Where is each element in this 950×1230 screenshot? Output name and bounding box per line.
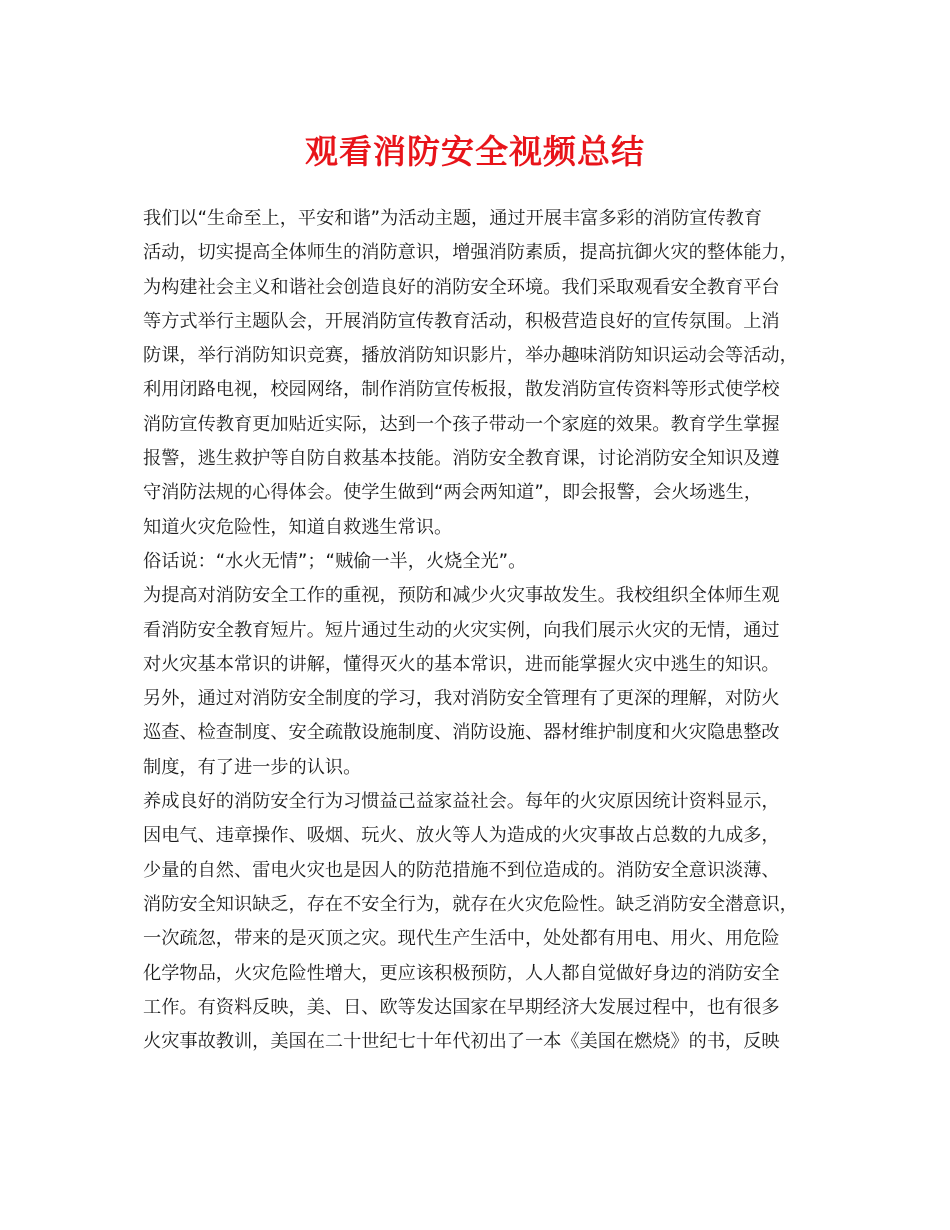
document-title: 观看消防安全视频总结 (305, 132, 645, 171)
text-line: 等方式举行主题队会，开展消防宣传教育活动，积极营造良好的宣传氛围。上消 (143, 310, 780, 332)
text-line: 俗话说：“水火无情”；“贼偷一半，火烧全光”。 (143, 550, 527, 572)
text-line: 另外，通过对消防安全制度的学习，我对消防安全管理有了更深的理解，对防火 (143, 688, 780, 710)
text-line: 利用闭路电视，校园网络，制作消防宣传板报，散发消防宣传资料等形式使学校 (143, 379, 780, 401)
text-line: 守消防法规的心得体会。使学生做到“两会两知道”，即会报警，会火场逃生， (143, 482, 763, 504)
text-line: 制度，有了进一步的认识。 (143, 756, 362, 778)
text-line: 消防安全知识缺乏，存在不安全行为，就存在火灾危险性。缺乏消防安全潜意识， (143, 893, 798, 915)
text-line: 一次疏忽，带来的是灭顶之灾。现代生产生活中，处处都有用电、用火、用危险 (143, 928, 780, 950)
document-body (143, 202, 815, 1059)
text-line: 工作。有资料反映，美、日、欧等发达国家在早期经济大发展过程中，也有很多 (143, 996, 780, 1018)
text-line: 火灾事故教训，美国在二十世纪七十年代初出了一本《美国在燃烧》的书，反映 (143, 1031, 780, 1053)
text-line: 为提高对消防安全工作的重视，预防和减少火灾事故发生。我校组织全体师生观 (143, 585, 780, 607)
text-line: 我们以“生命至上，平安和谐”为活动主题，通过开展丰富多彩的消防宣传教育 (143, 208, 763, 229)
text-line: 养成良好的消防安全行为习惯益己益家益社会。每年的火灾原因统计资料显示， (143, 791, 780, 813)
text-line: 对火灾基本常识的讲解，懂得灭火的基本常识，进而能掌握火灾中逃生的知识。 (143, 653, 780, 675)
text-line: 巡查、检查制度、安全疏散设施制度、消防设施、器材维护制度和火灾隐患整改 (143, 722, 780, 744)
text-line: 因电气、违章操作、吸烟、玩火、放火等人为造成的火灾事故占总数的九成多， (143, 825, 780, 847)
text-line: 活动，切实提高全体师生的消防意识，增强消防素质，提高抗御火灾的整体能力， (143, 242, 798, 264)
text-line: 消防宣传教育更加贴近实际，达到一个孩子带动一个家庭的效果。教育学生掌握 (143, 413, 780, 435)
text-line: 化学物品，火灾危险性增大，更应该积极预防，人人都自觉做好身边的消防安全 (143, 962, 780, 984)
text-line: 知道火灾危险性，知道自救逃生常识。 (143, 516, 453, 538)
text-line: 防课，举行消防知识竞赛，播放消防知识影片，举办趣味消防知识运动会等活动， (143, 345, 798, 367)
text-line: 少量的自然、雷电火灾也是因人的防范措施不到位造成的。消防安全意识淡薄、 (143, 859, 780, 881)
text-line: 看消防安全教育短片。短片通过生动的火灾实例，向我们展示火灾的无情，通过 (143, 619, 780, 641)
text-line: 报警，逃生救护等自防自救基本技能。消防安全教育课，讨论消防安全知识及遵 (143, 448, 780, 470)
text-line: 为构建社会主义和谐社会创造良好的消防安全环境。我们采取观看安全教育平台 (143, 276, 780, 298)
